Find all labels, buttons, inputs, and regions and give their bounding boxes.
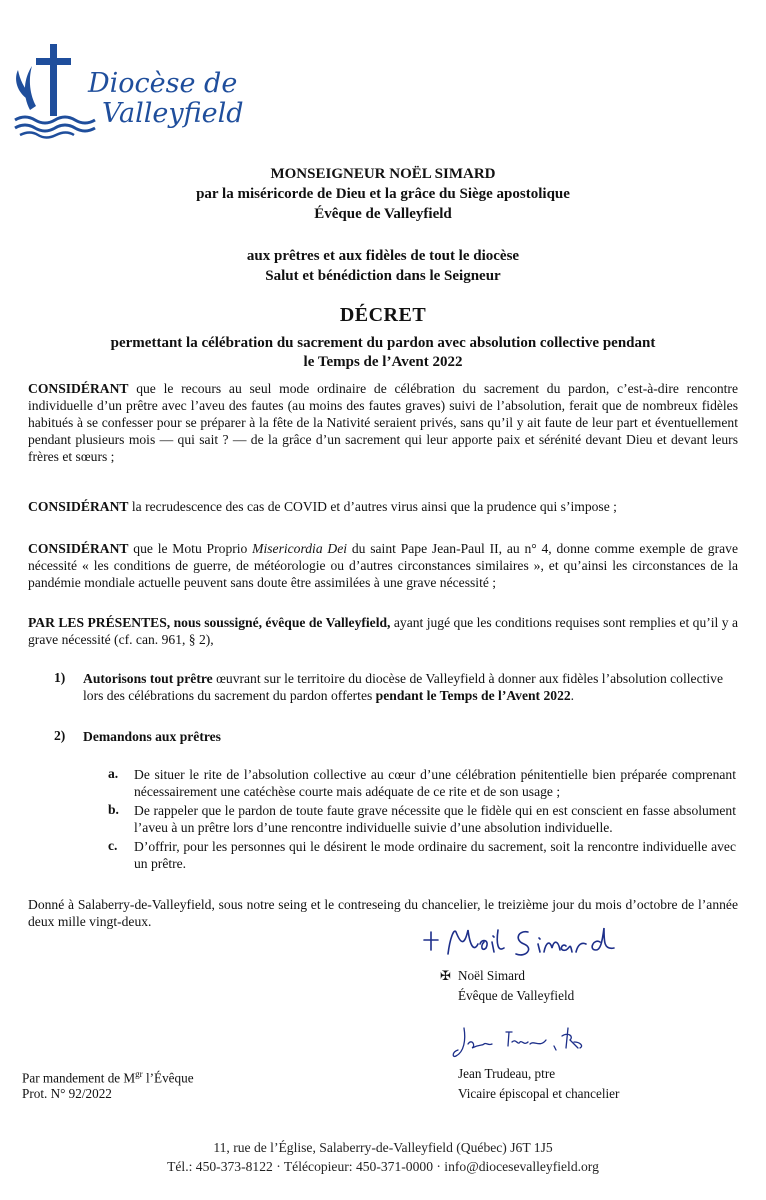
- considerant-3-text-before: que le Motu Proprio: [128, 541, 253, 556]
- bishop-handwritten-signature: [418, 918, 648, 966]
- footer-contact: Tél.: 450-373-8122 · Télécopieur: 450-371-0000 · info@diocesevalleyfield.org: [167, 1159, 599, 1174]
- episcopal-cross-symbol: ✠: [440, 968, 452, 983]
- considerant-1-text: que le recours au seul mode ordinaire de célébration du sacrement du pardon, c’est-à-dire rencontre individuelle d’un prêtre avec l’aveu des fautes (au moins des fautes graves) suivi de l’absolution, ferait que de nombreux fidèles habitués à se confesser pour se préparer à la fête de la Nativité seraient privés, sans qu’il y ait faute de leur part et éventuellement pendant plusieurs mois — qui sait ? — de la grâce d’un sacrement qui leur apporte paix et sérénité devant Dieu et devant leurs frères et sœurs ;: [28, 381, 738, 464]
- decree-title: DÉCRET: [339, 304, 427, 326]
- given-paragraph: Donné à Salaberry-de-Valleyfield, sous notre seing et le contreseing du chancelier, le treizième jour du mois d’octobre de l’année deux mille vingt-deux.: [28, 897, 738, 929]
- header-name: MONSEIGNEUR NOËL SIMARD: [270, 166, 496, 182]
- header-addressees: aux prêtres et aux fidèles de tout le diocèse: [246, 248, 520, 264]
- article-1-bold-end: pendant le Temps de l’Avent 2022: [375, 688, 571, 703]
- subitem-b-text: De rappeler que le pardon de toute faute grave nécessite que le fidèle qui en est conscient en fasse absolument l’aveu à un prêtre lors d’une rencontre individuelle suivie d’une absolution individuelle.: [134, 803, 736, 835]
- mandate-superscript: gr: [135, 1069, 143, 1079]
- considerant-2: [28, 498, 738, 515]
- bishop-name: Noël Simard: [458, 968, 526, 983]
- considerant-3-italic: Misericordia Dei: [252, 541, 348, 556]
- article-2-bold: Demandons aux prêtres: [83, 729, 221, 744]
- article-2-number: 2): [54, 728, 66, 743]
- presentes-bold: , nous soussigné, évêque de Valleyfield,: [166, 615, 391, 630]
- chancellor-title: Vicaire épiscopal et chancelier: [458, 1086, 620, 1101]
- logo-line-2: Valleyfield: [102, 98, 244, 129]
- presentes-text: ayant jugé que les conditions requises sont remplies et qu’il y a grave nécessité (cf. can. 961, § 2),: [28, 615, 738, 647]
- considerant-3-text-after: du saint Pape Jean-Paul II, au n° 4, donne comme exemple de grave nécessité « les conditions de guerre, de météorologie ou d’autres circonstances similaires », et qu’ainsi les circonstances de la pandémie mondiale actuelle peuvent sans doute être assimilées à une grave nécessité ;: [28, 541, 738, 590]
- considerant-2-lead: CONSIDÉRANT: [28, 499, 129, 514]
- article-1-end: .: [570, 688, 575, 703]
- subitem-c-text: D’offrir, pour les personnes qui le désirent le mode ordinaire du sacrement, soit la rencontre individuelle avec un prêtre.: [134, 839, 736, 871]
- decree-subtitle-1: permettant la célébration du sacrement du pardon avec absolution collective pendant: [110, 335, 656, 351]
- footer-address: 11, rue de l’Église, Salaberry-de-Valleyfield (Québec) J6T 1J5: [213, 1140, 553, 1155]
- logo-line-1: Diocèse de: [88, 68, 238, 99]
- mandate-after: l’Évêque: [142, 1070, 194, 1086]
- subitem-a-letter: a.: [108, 766, 119, 781]
- chancellor-handwritten-signature: [450, 1022, 590, 1062]
- decree-subtitle-2: le Temps de l’Avent 2022: [303, 354, 463, 370]
- mandate-before: Par mandement de M: [22, 1070, 136, 1086]
- protocol-number: Prot. N° 92/2022: [22, 1086, 112, 1101]
- article-2: [83, 728, 723, 745]
- subitem-b-letter: b.: [108, 802, 119, 817]
- presentes-paragraph: [28, 614, 738, 648]
- chancellor-name: Jean Trudeau, ptre: [458, 1066, 556, 1081]
- diocese-logo: [10, 40, 244, 140]
- subitem-a-text: De situer le rite de l’absolution collective au cœur d’une célébration pénitentielle bien préparée comprenant nécessairement une catéchèse courte mais adéquate de ce rite et de son usage ;: [134, 767, 736, 799]
- considerant-1: [28, 380, 738, 465]
- presentes-lead: PAR LES PRÉSENTES: [28, 615, 167, 630]
- header-bishop-title: Évêque de Valleyfield: [314, 206, 452, 222]
- article-1-text: œuvrant sur le territoire du diocèse de Valleyfield à donner aux fidèles l’absolution collective lors des célébrations du sacrement du pardon offertes: [83, 671, 723, 703]
- article-1-number: 1): [54, 670, 66, 685]
- considerant-3-lead: CONSIDÉRANT: [28, 541, 129, 556]
- header-greeting: Salut et bénédiction dans le Seigneur: [265, 268, 501, 284]
- article-1: [83, 670, 723, 704]
- subitem-c-letter: c.: [108, 838, 118, 853]
- article-1-bold: Autorisons tout prêtre: [83, 671, 213, 686]
- bishop-title: Évêque de Valleyfield: [458, 988, 575, 1003]
- header-grace: par la miséricorde de Dieu et la grâce du Siège apostolique: [196, 186, 570, 202]
- considerant-1-lead: CONSIDÉRANT: [28, 381, 129, 396]
- considerant-2-text: la recrudescence des cas de COVID et d’autres virus ainsi que la prudence qui s’impose ;: [128, 499, 617, 514]
- considerant-3: [28, 540, 738, 591]
